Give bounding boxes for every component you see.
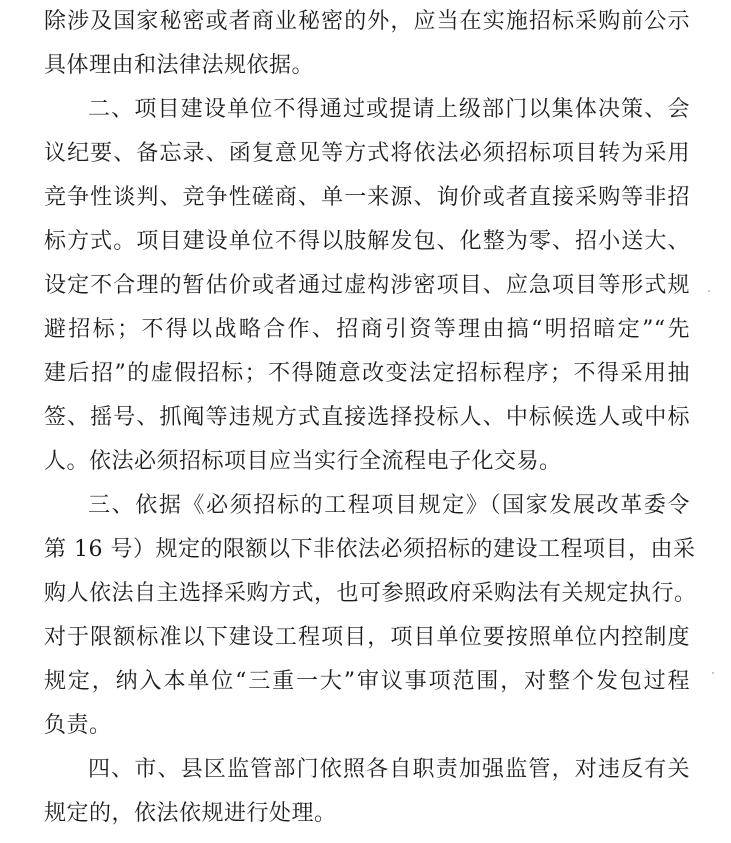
document-line: 对于限额标准以下建设工程项目，项目单位要按照单位内控制度 xyxy=(44,625,690,650)
document-line: 第 16 号）规定的限额以下非依法必须招标的建设工程项目，由采 xyxy=(44,537,696,562)
document-line: 负责。 xyxy=(44,713,112,738)
scan-speck xyxy=(712,672,714,674)
document-line: 规定的，依法依规进行处理。 xyxy=(44,801,337,826)
document-line: 具体理由和法律法规依据。 xyxy=(44,53,315,78)
document-line: 购人依法自主选择采购方式，也可参照政府采购法有关规定执行。 xyxy=(44,581,697,606)
document-line: 四、市、县区监管部门依照各自职责加强监管，对违反有关 xyxy=(88,757,690,782)
document-line: 建后招”的虚假招标；不得随意改变法定招标程序；不得采用抽 xyxy=(44,361,690,386)
document-line: 签、摇号、抓阄等违规方式直接选择投标人、中标候选人或中标 xyxy=(44,405,690,430)
document-line: 竞争性谈判、竞争性磋商、单一来源、询价或者直接采购等非招 xyxy=(44,185,690,210)
document-line: 议纪要、备忘录、函复意见等方式将依法必须招标项目转为采用 xyxy=(44,141,690,166)
document-line: 二、项目建设单位不得通过或提请上级部门以集体决策、会 xyxy=(88,97,690,122)
document-line: 除涉及国家秘密或者商业秘密的外，应当在实施招标采购前公示 xyxy=(44,9,690,34)
document-line: 三、依据《必须招标的工程项目规定》（国家发展改革委令 xyxy=(88,493,690,518)
document-line: 避招标；不得以战略合作、招商引资等理由搞“明招暗定”“先 xyxy=(44,317,690,342)
document-line: 规定，纳入本单位“三重一大”审议事项范围，对整个发包过程 xyxy=(44,669,690,694)
document-line: 人。依法必须招标项目应当实行全流程电子化交易。 xyxy=(44,449,562,474)
document-line: 设定不合理的暂估价或者通过虚构涉密项目、应急项目等形式规 xyxy=(44,273,690,298)
scan-speck xyxy=(708,290,710,292)
document-line: 标方式。项目建设单位不得以肢解发包、化整为零、招小送大、 xyxy=(44,229,690,254)
